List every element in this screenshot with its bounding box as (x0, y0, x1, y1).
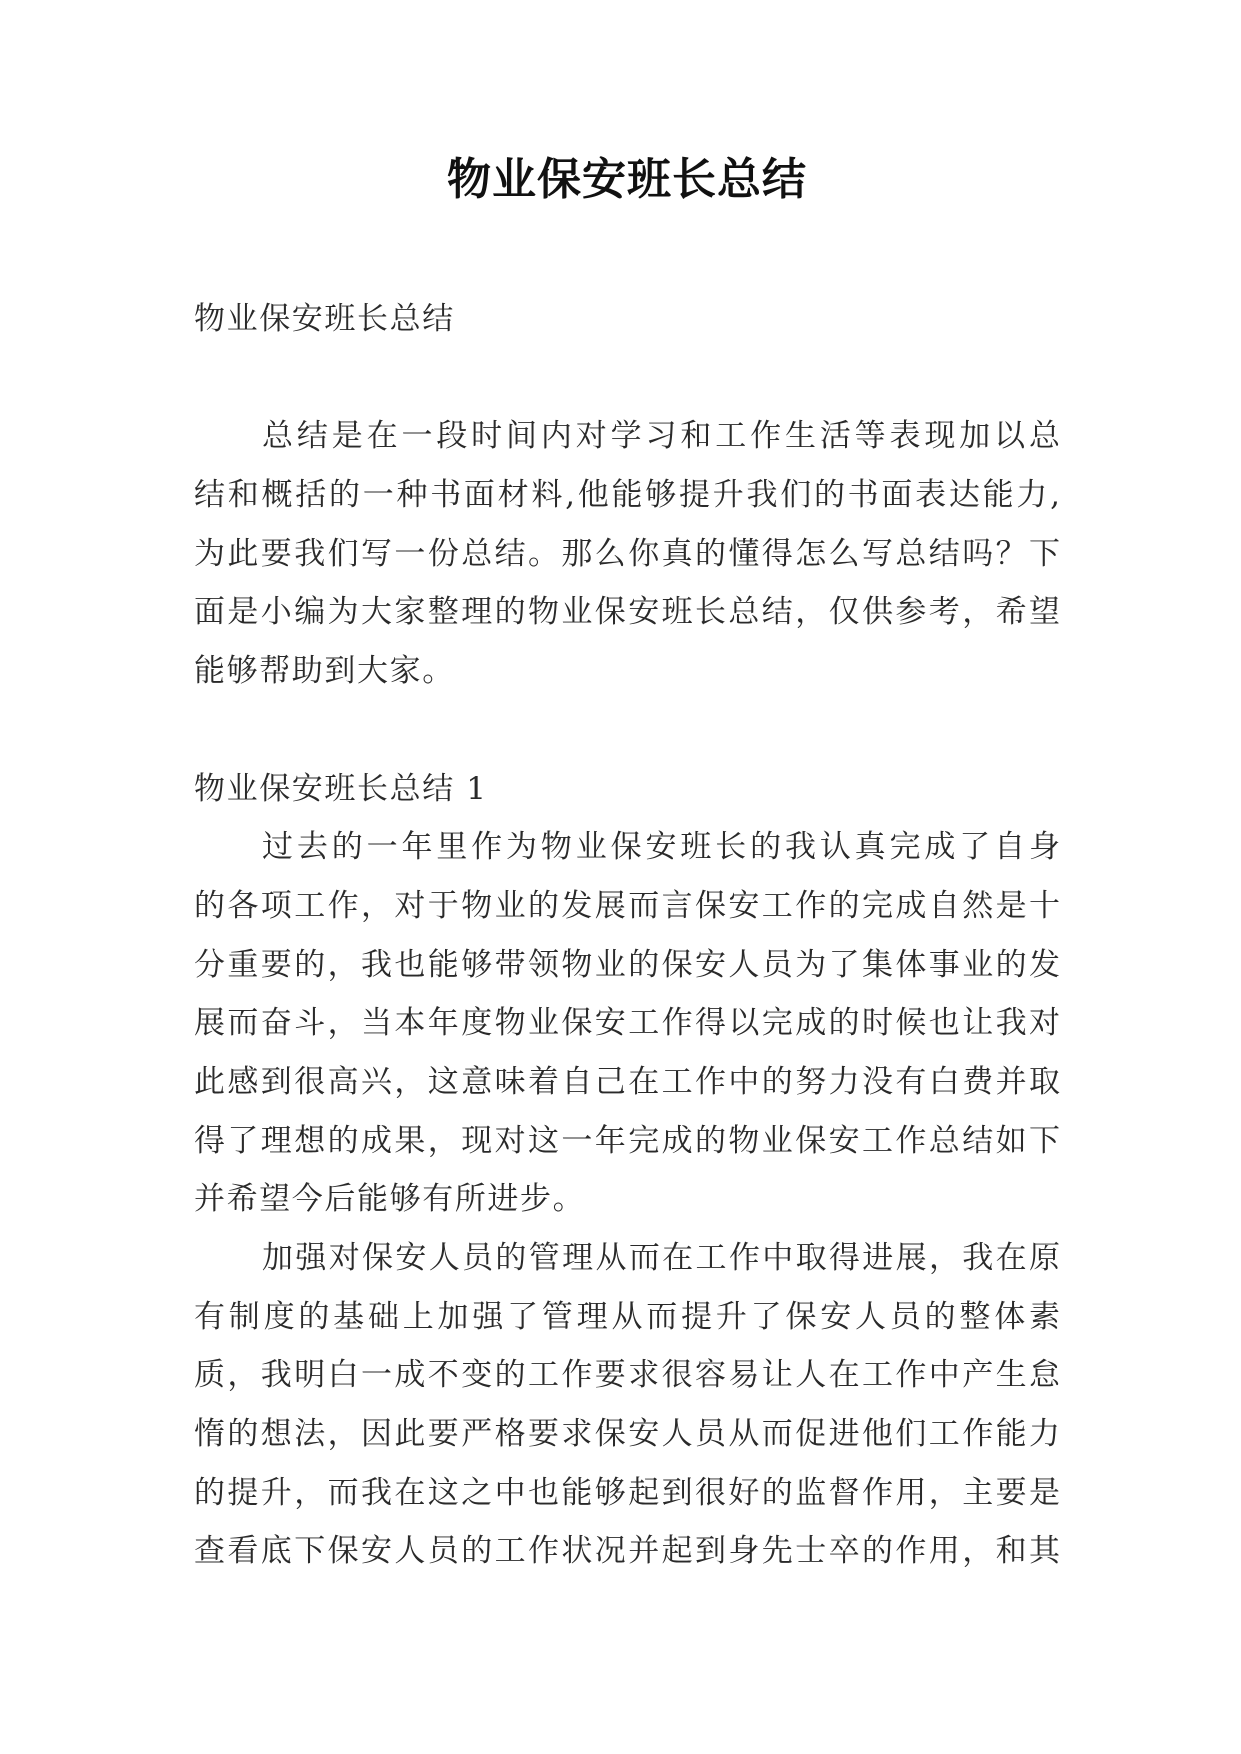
paragraph-line: 并希望今后能够有所进步。 (194, 1181, 586, 1218)
blank-line (194, 349, 1060, 408)
paragraph-line: 质，我明白一成不变的工作要求很容易让人在工作中产生怠 (194, 1357, 1060, 1394)
section-paragraph (194, 818, 1060, 1229)
paragraph-line: 的各项工作，对于物业的发展而言保安工作的完成自然是十 (194, 887, 1060, 924)
paragraph-line: 能够帮助到大家。 (194, 653, 455, 690)
paragraph-line: 查看底下保安人员的工作状况并起到身先士卒的作用，和其 (194, 1533, 1060, 1570)
paragraph-line: 过去的一年里作为物业保安班长的我认真完成了自身 (262, 829, 1060, 866)
document-body (194, 290, 1060, 1581)
section-heading: 物业保安班长总结 1 (194, 770, 488, 807)
intro-paragraph (194, 407, 1060, 700)
paragraph-line: 展而奋斗，当本年度物业保安工作得以完成的时候也让我对 (194, 1005, 1060, 1042)
paragraph-line: 惰的想法，因此要严格要求保安人员从而促进他们工作能力 (194, 1416, 1060, 1453)
section-paragraph (194, 1229, 1060, 1581)
paragraph-line: 此感到很高兴，这意味着自己在工作中的努力没有白费并取 (194, 1063, 1060, 1100)
document-title: 物业保安班长总结 (447, 154, 807, 205)
paragraph-line: 面是小编为大家整理的物业保安班长总结，仅供参考，希望 (194, 594, 1060, 631)
paragraph-line: 结和概括的一种书面材料,他能够提升我们的书面表达能力, (194, 477, 1060, 514)
blank-line (194, 701, 1060, 760)
paragraph-line: 得了理想的成果，现对这一年完成的物业保安工作总结如下 (194, 1122, 1060, 1159)
paragraph-line: 有制度的基础上加强了管理从而提升了保安人员的整体素 (194, 1298, 1060, 1335)
paragraph-line: 分重要的，我也能够带领物业的保安人员为了集体事业的发 (194, 946, 1060, 983)
paragraph-line: 为此要我们写一份总结。那么你真的懂得怎么写总结吗？下 (194, 535, 1060, 572)
paragraph-line: 的提升，而我在这之中也能够起到很好的监督作用，主要是 (194, 1474, 1060, 1511)
paragraph-line: 总结是在一段时间内对学习和工作生活等表现加以总 (262, 418, 1060, 455)
paragraph-line: 加强对保安人员的管理从而在工作中取得进展，我在原 (262, 1240, 1060, 1276)
document-subtitle: 物业保安班长总结 (194, 301, 455, 337)
